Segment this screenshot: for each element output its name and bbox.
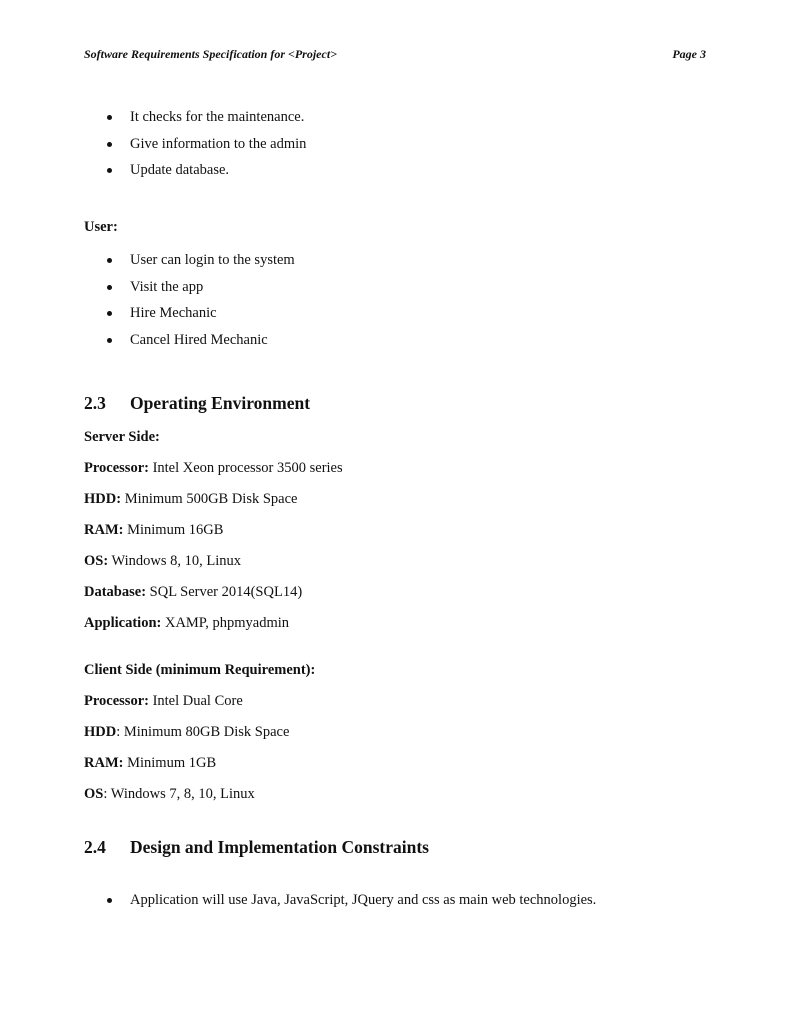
bullet-icon — [107, 311, 112, 316]
list-item: User can login to the system — [84, 247, 295, 274]
server-application: Application: XAMP, phpmyadmin — [84, 615, 290, 631]
user-label: User: — [84, 219, 118, 235]
bullet-icon — [107, 168, 112, 173]
server-side-label: Server Side: — [84, 429, 160, 445]
constraints-bullet-list — [84, 887, 596, 914]
bullet-icon — [107, 258, 112, 263]
section-title: Design and Implementation Constraints — [130, 837, 429, 857]
client-processor: Processor: Intel Dual Core — [84, 693, 243, 709]
client-ram: RAM: Minimum 1GB — [84, 755, 217, 771]
user-bullet-list — [84, 247, 295, 354]
section-heading-2-4 — [84, 837, 429, 858]
list-item: Hire Mechanic — [84, 300, 295, 327]
bullet-icon — [107, 142, 112, 147]
section-title: Operating Environment — [130, 393, 311, 413]
section-number: 2.3 — [84, 393, 106, 413]
server-os: OS: Windows 8, 10, Linux — [84, 553, 242, 569]
server-database: Database: SQL Server 2014(SQL14) — [84, 584, 303, 600]
client-side-label: Client Side (minimum Requirement): — [84, 662, 316, 678]
bullet-icon — [107, 898, 112, 903]
document-title: Software Requirements Specification for <Project> — [84, 47, 337, 61]
list-item: Cancel Hired Mechanic — [84, 327, 295, 354]
page-number: Page 3 — [672, 47, 706, 61]
client-os: OS: Windows 7, 8, 10, Linux — [84, 786, 255, 802]
list-item: Give information to the admin — [84, 131, 306, 158]
client-hdd: HDD: Minimum 80GB Disk Space — [84, 724, 290, 740]
bullet-icon — [107, 338, 112, 343]
server-processor: Processor: Intel Xeon processor 3500 series — [84, 460, 343, 476]
section-heading-2-3 — [84, 393, 310, 414]
admin-bullet-list — [84, 104, 306, 184]
bullet-icon — [107, 285, 112, 290]
section-number: 2.4 — [84, 837, 106, 857]
list-item: It checks for the maintenance. — [84, 104, 306, 131]
list-item: Update database. — [84, 157, 306, 184]
bullet-icon — [107, 115, 112, 120]
list-item: Application will use Java, JavaScript, JQuery and css as main web technologies. — [84, 887, 596, 914]
list-item: Visit the app — [84, 274, 295, 301]
server-ram: RAM: Minimum 16GB — [84, 522, 224, 538]
server-hdd: HDD: Minimum 500GB Disk Space — [84, 491, 298, 507]
